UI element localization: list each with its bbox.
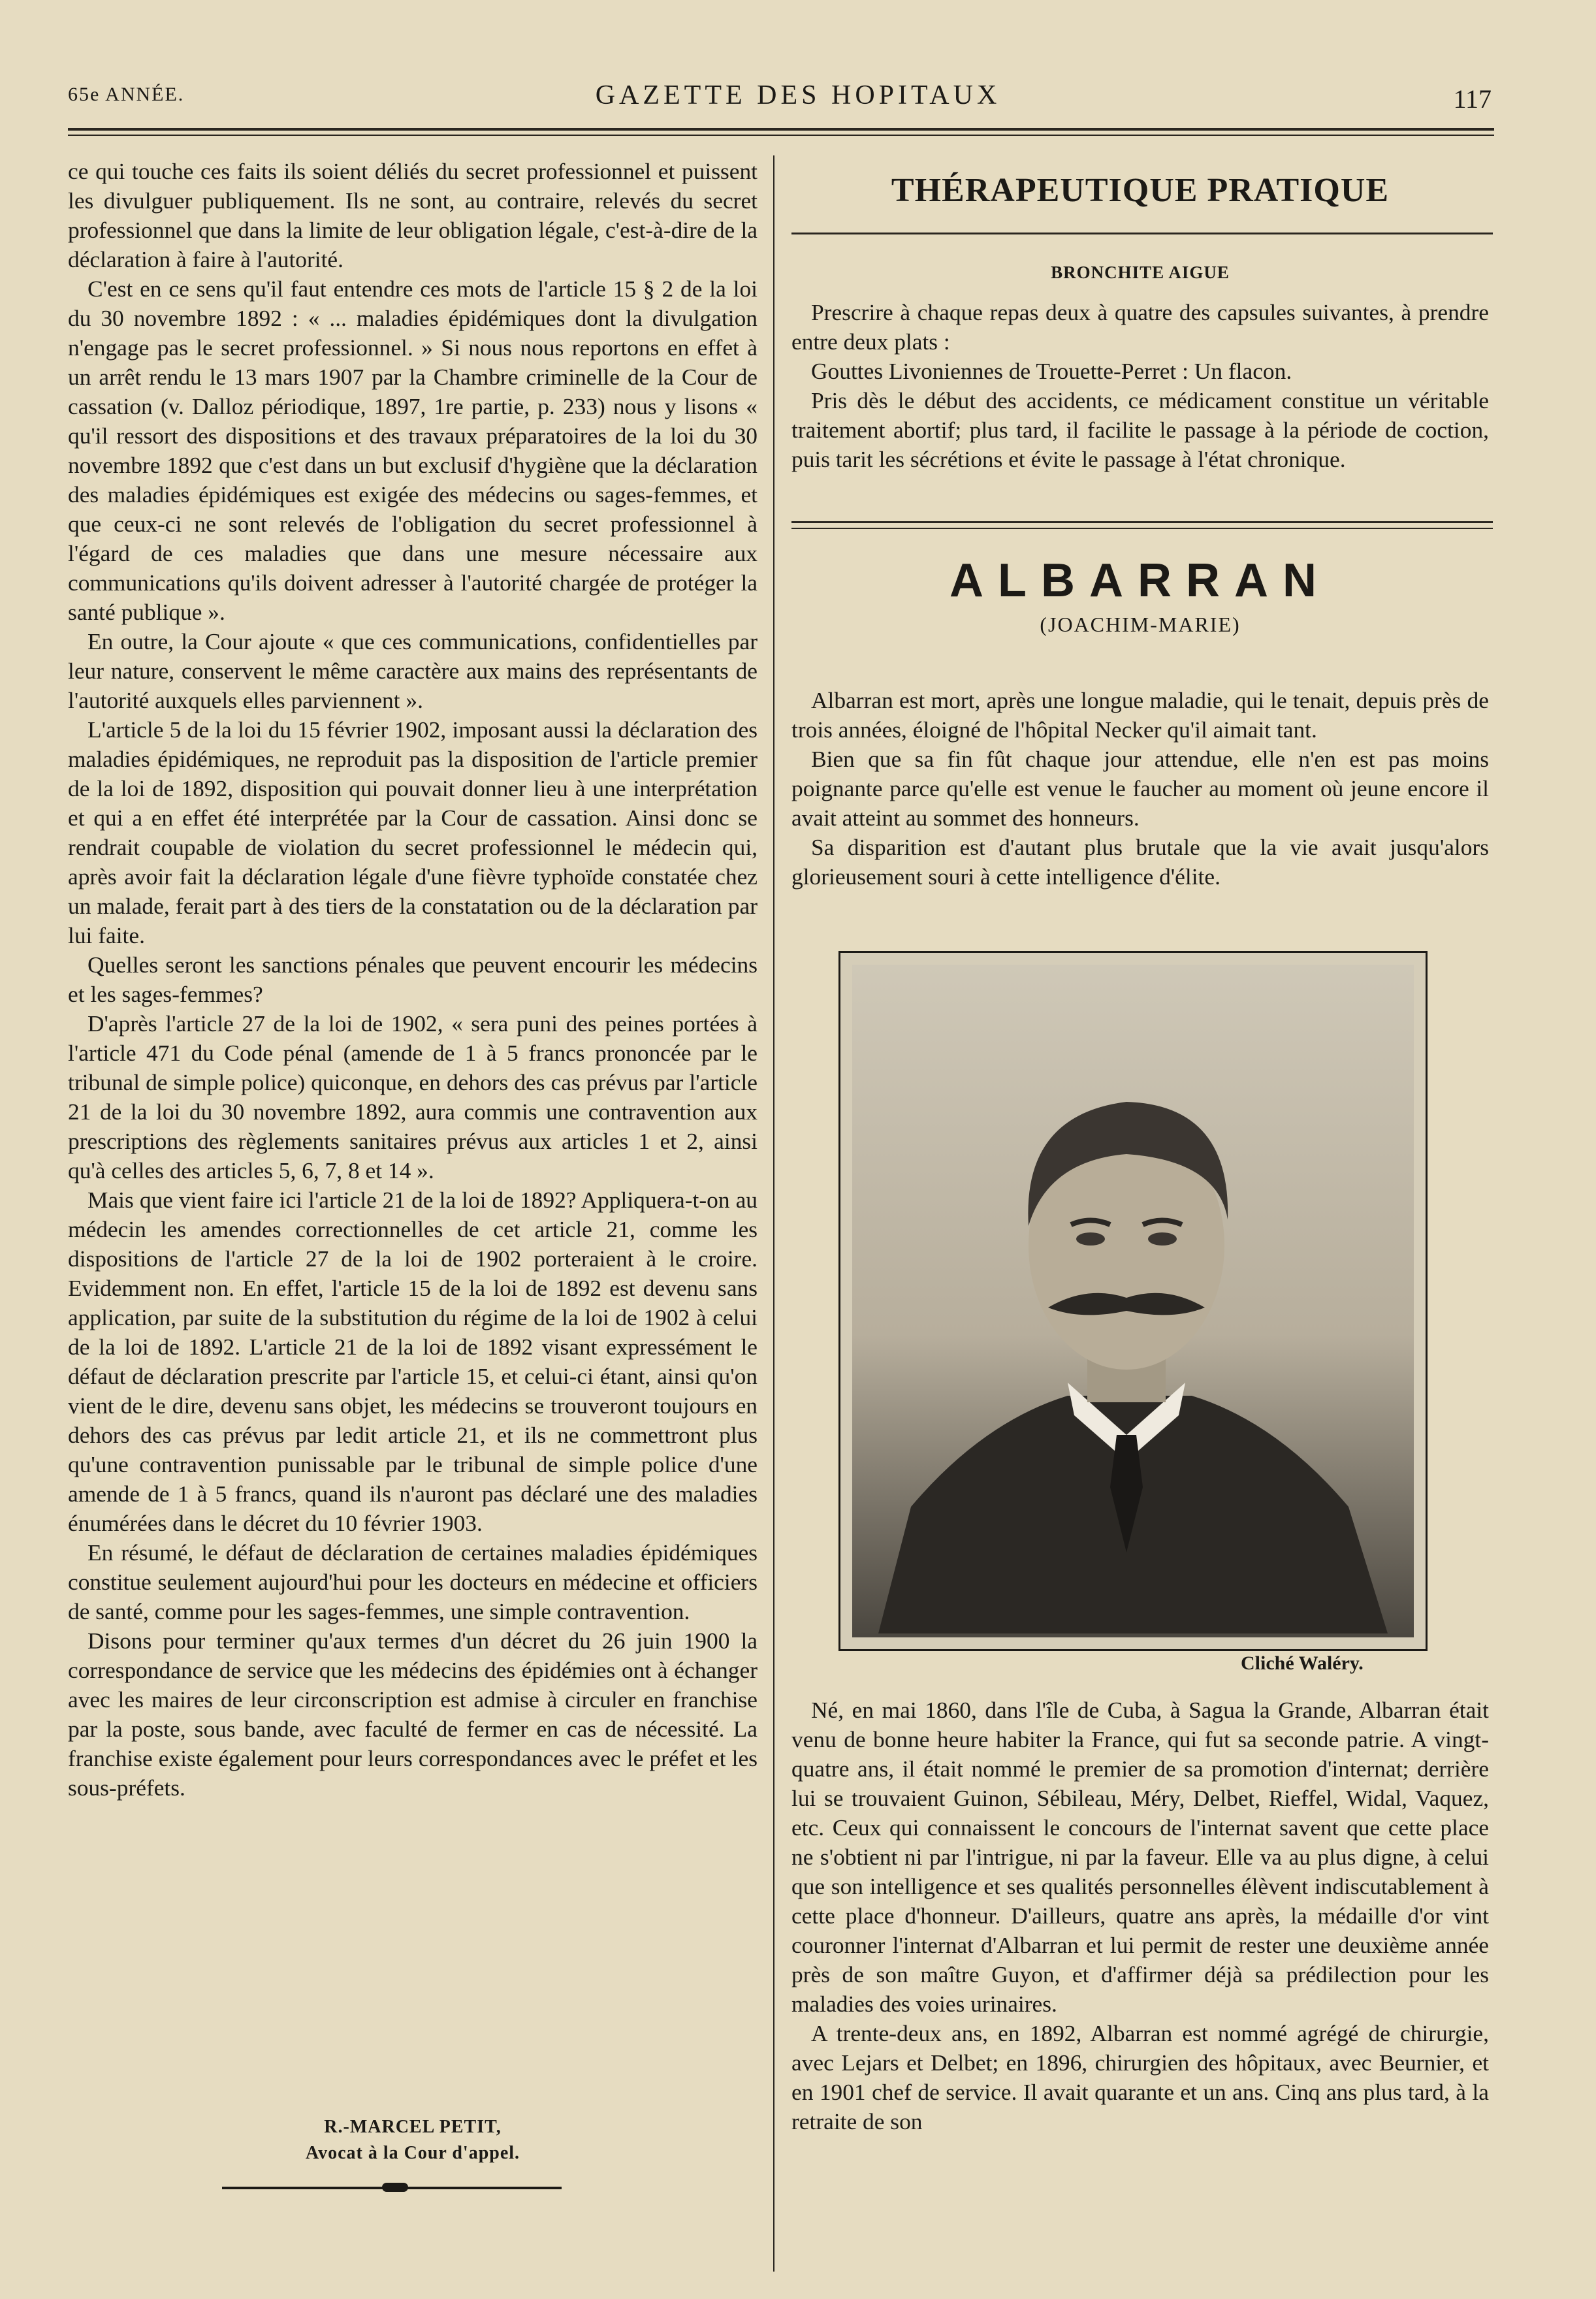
obituary-biography — [791, 1696, 1489, 2136]
left-paragraph: En outre, la Cour ajoute « que ces communications, confidentielles par leur nature, conservent le même caractère aux mains des représentants de l'autorité auxquels elles parviennent ». — [68, 628, 758, 713]
header-title: GAZETTE DES HOPITAUX — [595, 80, 1001, 110]
obituary-title: ALBARRAN — [950, 555, 1331, 607]
biography-paragraph: A trente-deux ans, en 1892, Albarran est nommé agrégé de chirurgie, avec Lejars et Delbet; en 1896, chirurgien des hôpitaux, avec Beurnier, et en 1901 chef de service. Il avait quarante et un ans. Cinq ans plus tard, à la retraite de son — [791, 2020, 1489, 2134]
header-year: 65e ANNÉE. — [68, 84, 185, 105]
therapeutique-paragraph: Gouttes Livoniennes de Trouette-Perret : Un flacon. — [811, 358, 1292, 384]
obituary-intro — [791, 686, 1489, 892]
signature-name: R.-MARCEL PETIT, — [324, 2117, 502, 2137]
header-rule-top — [68, 128, 1494, 131]
left-column — [68, 157, 758, 1803]
portrait-image — [852, 965, 1414, 1637]
section-rule-top — [791, 521, 1493, 523]
obituary-subtitle: (JOACHIM-MARIE) — [1040, 613, 1241, 636]
biography-paragraph: Né, en mai 1860, dans l'île de Cuba, à Sagua la Grande, Albarran était venu de bonne heure habiter la France, qui fut sa seconde patrie. A vingt-quatre ans, il était nommé le premier de sa promotion d'internat; derrière lui se trouvaient Guinon, Sébileau, Méry, Delbet, Rieffel, Widal, Vaquez, etc. Ceux qui connaissent le concours de l'internat savent que cette place ne s'obtient ni par l'intrigue, ni par la faveur. Elle va au plus digne, à celui que son intelligence et ses qualités personnelles élèvent indiscutablement à cette place d'honneur. D'ailleurs, quatre ans après, la médaille d'or vint couronner l'internat d'Albarran et lui permit de rester une deuxième année près de son maître Guyon, et d'affirmer déjà sa prédilection pour les maladies des voies urinaires. — [791, 1697, 1489, 2017]
portrait-photo — [838, 951, 1428, 1651]
portrait-illustration — [852, 965, 1410, 1633]
left-paragraph: D'après l'article 27 de la loi de 1902, « sera puni des peines portées à l'article 471 du Code pénal (amende de 1 à 5 francs prononcée par le tribunal de simple police) quiconque, en dehors des cas prévus par l'article 21 de la loi du 30 novembre 1892, aura commis une contravention aux prescriptions des règlements sanitaires prévus aux articles 1 et 2, ainsi qu'à celles des articles 5, 6, 7, 8 et 14 ». — [68, 1010, 758, 1183]
left-paragraph: ce qui touche ces faits ils soient déliés du secret professionnel et puissent les divulguer publiquement. Ils ne sont, au contraire, relevés du secret professionnel que dans la limite de leur obligation légale, c'est-à-dire de la déclaration à faire à l'autorité. — [68, 158, 758, 272]
header-rule-bottom — [68, 135, 1494, 136]
left-paragraph: Mais que vient faire ici l'article 21 de la loi de 1892? Appliquera-t-on au médecin les amendes correctionnelles de cet article 21, comme les dispositions de l'article 27 de la loi de 1902 porteraient à le croire. Evidemment non. En effet, l'article 15 de la loi de 1892 est devenu sans application, par suite de la substitution du régime de la loi de 1902 à celui de la loi de 1892. L'article 21 de la loi de 1892 visant expressément le défaut de déclaration prescrite par l'article 15, et celui-ci étant, ainsi qu'on vient de le dire, devenu sans objet, les médecins se trouveront toujours en dehors des cas prévus par ledit article 21, et ils ne commettront plus qu'une contravention punissable par le tribunal de simple police d'une amende de 1 à 5 francs, quand ils n'auront pas déclaré une des maladies énumérées dans le décret du 10 février 1903. — [68, 1187, 758, 1536]
left-paragraph: C'est en ce sens qu'il faut entendre ces mots de l'article 15 § 2 de la loi du 30 novembre 1892 : « ... maladies épidémiques dont la divulgation n'engage pas le secret professionnel. » Si nous nous reportons en effet à un arrêt rendu le 13 mars 1907 par la Chambre criminelle de la Cour de cassation (v. Dalloz périodique, 1897, 1re partie, p. 233) nous y lisons « qu'il ressort des dispositions et des travaux préparatoires de la loi du 30 novembre 1892 que c'est dans un but exclusif d'hygiène que la déclaration des maladies épidémiques est exigée des médecins ou sages-femmes, et que ceux-ci ne sont relevés de l'obligation du secret professionnel à l'égard de ces maladies que dans une mesure nécessaire aux communications qu'ils doivent adresser à l'autorité chargée de protéger la santé publique ». — [68, 276, 758, 625]
end-ornament-center — [382, 2183, 408, 2192]
left-paragraph: L'article 5 de la loi du 15 février 1902, imposant aussi la déclaration des maladies épidémiques, ne reproduit pas la disposition de l'article premier de la loi de 1892, disposition qui pouvait donner lieu à une interprétation et qui a en effet été interprétée par la Cour de cassation. Ainsi donc se rendrait coupable de violation du secret professionnel le médecin qui, après avoir fait la déclaration légale d'une fièvre typhoïde constatée chez un malade, ferait part à des tiers de la constatation ou de la déclaration par lui faite. — [68, 716, 758, 948]
section-rule-bottom — [791, 528, 1493, 529]
obituary-paragraph: Sa disparition est d'autant plus brutale que la vie avait jusqu'alors glorieusement souri à cette intelligence d'élite. — [791, 834, 1489, 890]
left-paragraph: En résumé, le défaut de déclaration de certaines maladies épidémiques constitue seulement aujourd'hui pour les docteurs en médecine et officiers de santé, comme pour les sages-femmes, une simple contravention. — [68, 1539, 758, 1624]
therapeutique-subtitle: BRONCHITE AIGUE — [1051, 263, 1230, 282]
therapeutique-title: THÉRAPEUTIQUE PRATIQUE — [891, 172, 1390, 209]
left-paragraph: Disons pour terminer qu'aux termes d'un décret du 26 juin 1900 la correspondance de service que les médecins des épidémies ont à échanger avec les maires de leur circonscription est admise à circuler en franchise par la poste, sous bande, avec faculté de fermer en cas de nécessité. La franchise existe également pour leurs correspondances avec le préfet et les sous-préfets. — [68, 1628, 758, 1801]
photo-caption: Cliché Waléry. — [1241, 1652, 1364, 1674]
therapeutique-rule — [791, 233, 1493, 234]
obituary-paragraph: Bien que sa fin fût chaque jour attendue, elle n'en est pas moins poignante parce qu'elle est venue le faucher au moment où jeune encore il avait atteint au sommet des honneurs. — [791, 746, 1489, 831]
signature-title: Avocat à la Cour d'appel. — [305, 2143, 520, 2163]
therapeutique-paragraph: Pris dès le début des accidents, ce médicament constitue un véritable traitement abortif; plus tard, il facilite le passage à la période de coction, puis tarit les sécrétions et évite le passage à l'état chronique. — [791, 387, 1489, 472]
therapeutique-paragraph: Prescrire à chaque repas deux à quatre des capsules suivantes, à prendre entre deux plats : — [791, 299, 1489, 355]
header-page-number: 117 — [1453, 84, 1492, 114]
left-paragraph: Quelles seront les sanctions pénales que peuvent encourir les médecins et les sages-femmes? — [68, 952, 758, 1007]
column-divider — [773, 155, 774, 2272]
obituary-paragraph: Albarran est mort, après une longue maladie, qui le tenait, depuis près de trois années, éloigné de l'hôpital Necker qu'il aimait tant. — [791, 687, 1489, 743]
therapeutique-body — [791, 298, 1489, 474]
